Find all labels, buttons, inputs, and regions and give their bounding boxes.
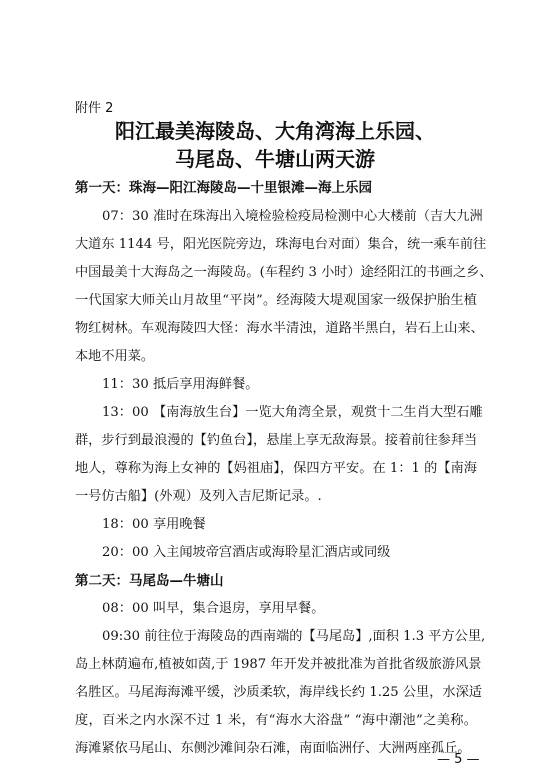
- day1-heading: 第一天：珠海—阳江海陵岛—十里银滩—海上乐园: [75, 180, 372, 196]
- day2-breakfast: 08：00 叫早，集合退房，享用早餐。: [102, 601, 325, 616]
- day2-heading: 第二天：马尾岛—牛塘山: [75, 573, 224, 589]
- day2-para2-line: 岛上林荫遍布,植被如茵,于 1987 年开发并被批准为首批省级旅游风景: [75, 657, 482, 672]
- day1-para1-line: 中国最美十大海岛之一海陵岛。(车程约 3 小时）途经阳江的书画之乡、: [75, 265, 493, 280]
- day1-para3-line: 13：00 【南海放生台】一览大角湾全景，观赏十二生肖大型石雕: [102, 405, 483, 420]
- day1-para3-line: 地人，尊称为海上女神的【妈祖庙】，保四方平安。在 1：1 的【南海: [75, 461, 477, 476]
- day1-para3-line: 一号仿古船】(外观）及列入吉尼斯记录。.: [75, 489, 322, 504]
- day1-para1-line: 07：30 准时在珠海出入境检验检疫局检测中心大楼前（吉大九洲: [102, 209, 483, 224]
- page-number: — 5 —: [437, 752, 480, 767]
- day1-dinner: 18：00 享用晚餐: [102, 517, 206, 532]
- day1-para1-line: 一代国家大师关山月故里“平岗”。经海陵大堤观国家一级保护胎生植: [75, 293, 477, 308]
- day2-para2-line: 度，百米之内水深不过 1 米，有“海水大浴盘” “海中潮池”之美称。: [75, 713, 477, 728]
- day1-lunch: 11：30 抵后享用海鲜餐。: [102, 377, 259, 392]
- day1-para1-line: 大道东 1144 号，阳光医院旁边，珠海电台对面）集合，统一乘车前往: [75, 237, 487, 252]
- document-title-line-1: 阳江最美海陵岛、大角湾海上乐园、: [115, 119, 435, 143]
- day2-para2-line: 名胜区。马尾海海滩平缓，沙质柔软，海岸线长约 1.25 公里，水深适: [75, 685, 482, 700]
- day1-para3-line: 群，步行到最浪漫的【钓鱼台】，悬崖上享无敌海景。接着前往参拜当: [75, 433, 478, 448]
- attachment-label: 附件 2: [75, 101, 114, 116]
- day1-hotel: 20：00 入主闻坡帝宫酒店或海聆星汇酒店或同级: [102, 545, 391, 560]
- day1-para1-line: 物红树林。车观海陵四大怪：海水半清浊，道路半黑白，岩石上山来、: [75, 321, 484, 336]
- document-title-line-2: 马尾岛、牛塘山两天游: [175, 147, 375, 171]
- day1-para1-line: 本地不用菜。: [75, 349, 155, 364]
- day2-para2-line: 海滩紧依马尾山、东侧沙滩间杂石滩，南面临洲仔、大洲两座孤丘。: [75, 741, 471, 756]
- day2-para2-line: 09:30 前往位于海陵岛的西南端的【马尾岛】,面积 1.3 平方公里,: [102, 629, 486, 644]
